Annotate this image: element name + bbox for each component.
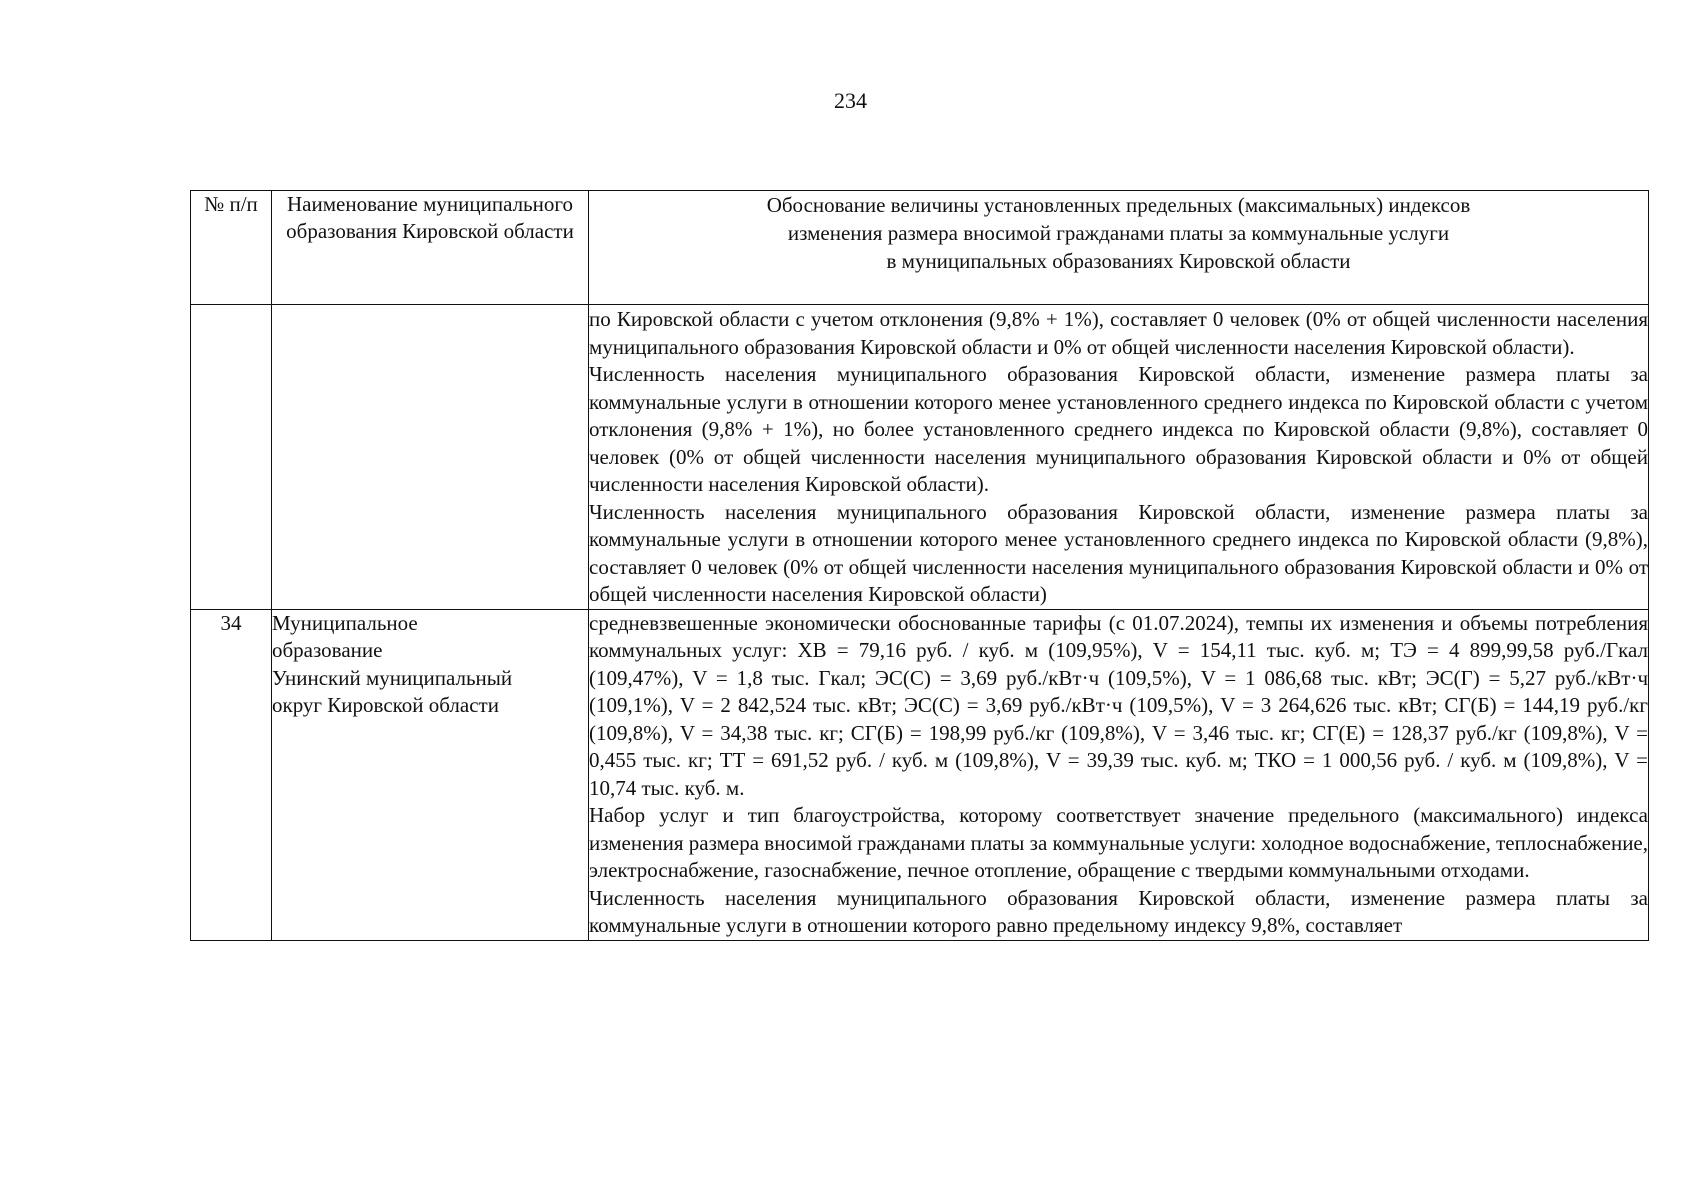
row-basis-text: [589, 609, 1649, 940]
basis-paragraph: Набор услуг и тип благоустройства, которому соответствует значение предельного (максимального) индекса изменения размера вносимой гражданами платы за коммунальные услуги: холодное водоснабжение, теплоснабжение, электроснабжение, газоснабжение, печное отопление, обращение с твердыми коммунальными отходами.: [589, 803, 1648, 882]
row-municipality-name: [272, 609, 589, 940]
basis-paragraph: средневзвешенные экономически обоснованные тарифы (с 01.07.2024), темпы их изменения и объемы потребления коммунальных услуг: ХВ = 79,16 руб. / куб. м (109,95%), V = 154,11 тыс. куб. м; ТЭ = 4 899,99,58 руб./Гкал (109,47%), V = 1,8 тыс. Гкал; ЭС(С) = 3,69 руб./кВт·ч (109,5%), V = 1 086,68 тыс. кВт; ЭС(Г) = 5,27 руб./кВт·ч (109,1%), V = 2 842,524 тыс. кВт; ЭС(С) = 3,69 руб./кВт·ч (109,5%), V = 3 264,626 тыс. кВт; СГ(Б) = 144,19 руб./кг (109,8%), V = 34,38 тыс. кг; СГ(Б) = 198,99 руб./кг (109,8%), V = 3,46 тыс. кг; СГ(Е) = 128,37 руб./кг (109,8%), V = 0,455 тыс. кг; ТТ = 691,52 руб. / куб. м (109,8%), V = 39,39 тыс. куб. м; ТКО = 1 000,56 руб. / куб. м (109,8%), V = 10,74 тыс. куб. м.: [589, 610, 1648, 800]
header-basis-line: изменения размера вносимой гражданами платы за коммунальные услуги: [787, 221, 1450, 245]
table-header-row: [191, 191, 1649, 305]
row-basis-text: [589, 305, 1649, 610]
header-number: № п/п: [191, 191, 272, 305]
table-row: [191, 305, 1649, 610]
basis-paragraph: Численность населения муниципального образования Кировской области, изменение размера платы за коммунальные услуги в отношении которого менее установленного среднего индекса по Кировской области с учетом отклонения (9,8% + 1%), но более установленного среднего индекса по Кировской области (9,8%), составляет 0 человек (0% от общей численности населения муниципального образования Кировской области и 0% от общей численности населения Кировской области).: [589, 362, 1648, 496]
municipality-name-line: округ Кировской области: [272, 693, 499, 717]
header-basis-line: Обоснование величины установленных предельных (максимальных) индексов: [766, 193, 1471, 217]
row-municipality-name: [272, 305, 589, 610]
row-number: 34: [191, 609, 272, 940]
municipal-index-table: [190, 190, 1649, 941]
row-number: [191, 305, 272, 610]
page-number: 234: [834, 88, 867, 113]
basis-paragraph: по Кировской области с учетом отклонения (9,8% + 1%), составляет 0 человек (0% от общей численности населения муниципального образования Кировской области и 0% от общей численности населения Кировской области).: [589, 307, 1648, 359]
header-basis-line: в муниципальных образованиях Кировской области: [886, 249, 1351, 273]
municipality-name-line: Муниципальное: [272, 610, 418, 635]
municipality-name-line: Унинский муниципальный: [272, 665, 513, 690]
table-row: [191, 609, 1649, 940]
basis-paragraph: Численность населения муниципального образования Кировской области, изменение размера платы за коммунальные услуги в отношении которого менее установленного среднего индекса по Кировской области (9,8%), составляет 0 человек (0% от общей численности населения муниципального образования Кировской области и 0% от общей численности населения Кировской области): [589, 499, 1648, 606]
municipality-name-line: образование: [272, 638, 383, 662]
basis-paragraph: Численность населения муниципального образования Кировской области, изменение размера платы за коммунальные услуги в отношении которого равно предельному индексу 9,8%, составляет: [589, 885, 1648, 937]
header-municipality-name: Наименование муниципального образования Кировской области: [272, 191, 589, 305]
header-basis: [589, 191, 1649, 305]
